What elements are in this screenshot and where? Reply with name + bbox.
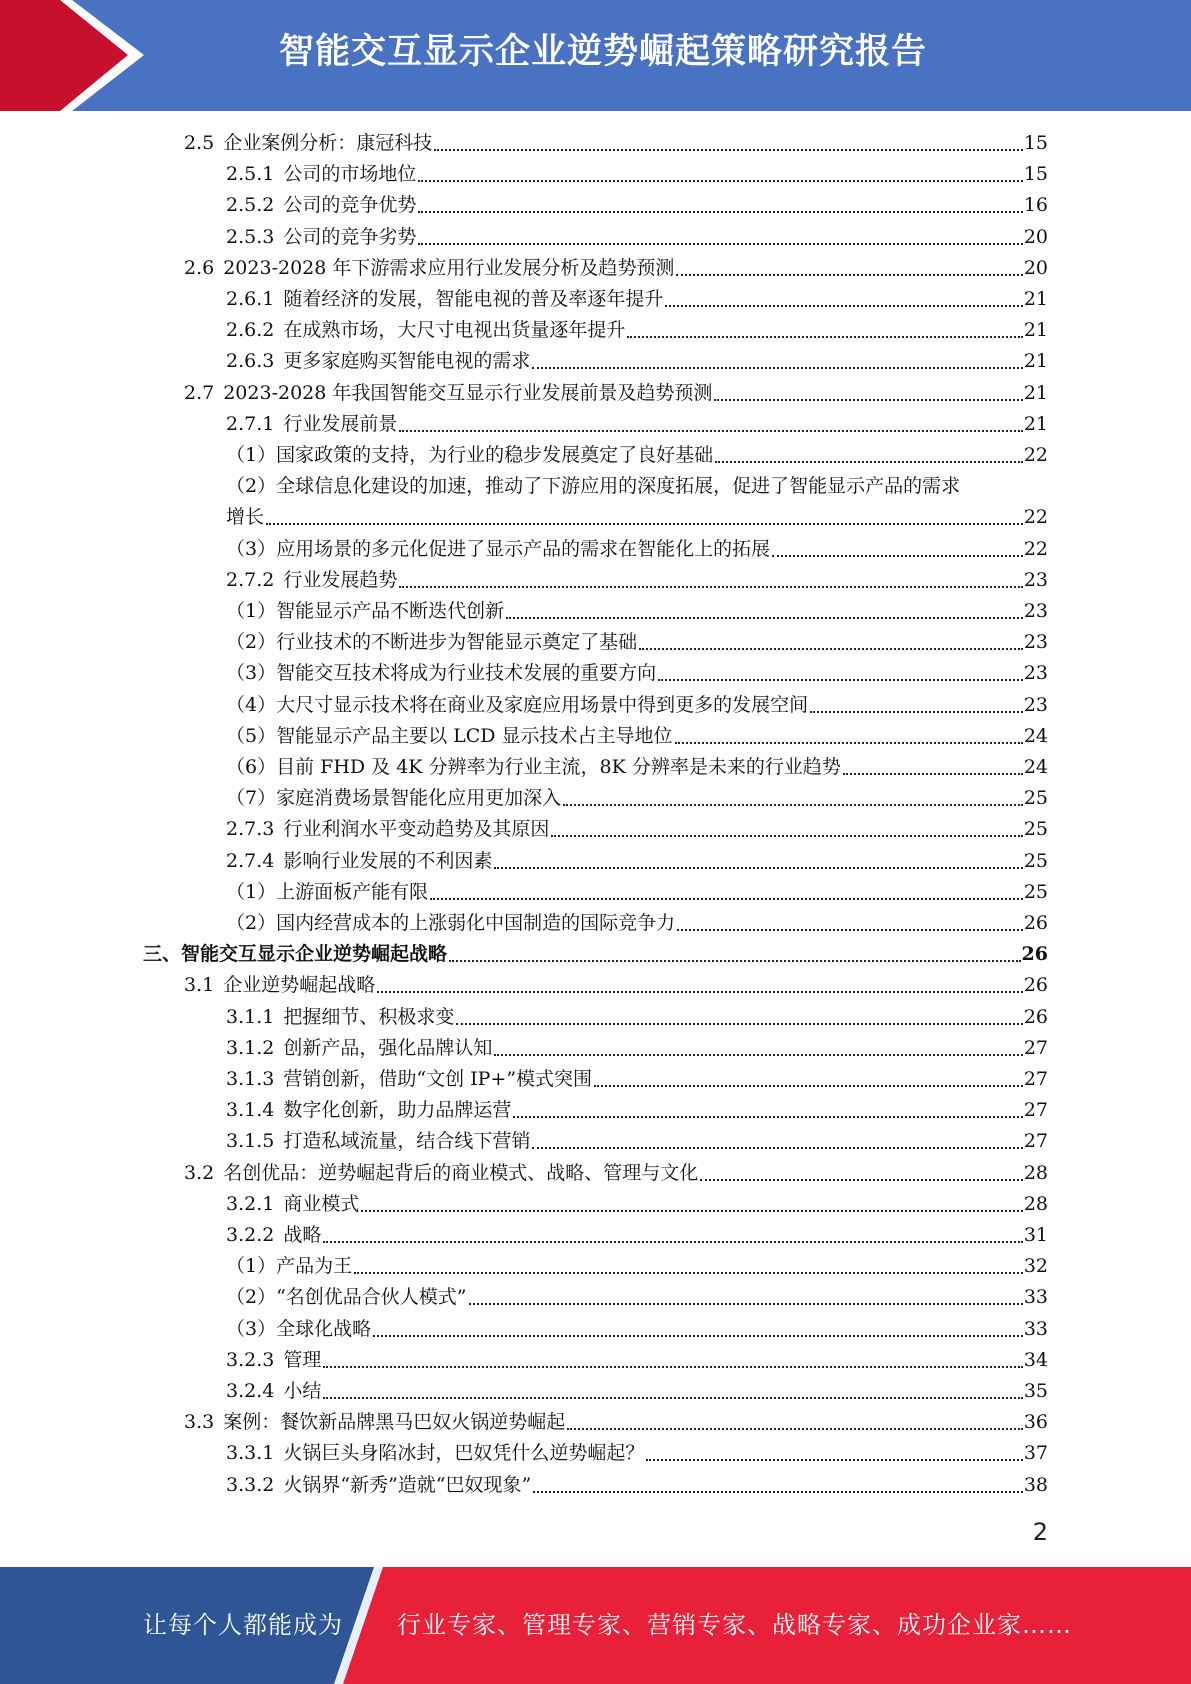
toc-entry-number: （3）	[226, 537, 277, 560]
toc-dot-leader	[714, 399, 1022, 401]
toc-entry-number: 3.1.2	[226, 1036, 275, 1059]
toc-dot-leader	[377, 991, 1023, 993]
toc-entry-title: 火锅巨头身陷冰封，巴奴凭什么逆势崛起？	[283, 1442, 645, 1465]
toc-entry-page: 36	[1023, 1411, 1048, 1434]
toc-entry-number: （1）	[226, 1255, 277, 1278]
toc-dot-leader	[418, 180, 1022, 182]
toc-dot-leader	[563, 804, 1023, 806]
toc-entry[interactable]	[226, 1033, 1048, 1064]
toc-dot-leader	[399, 586, 1022, 588]
toc-entry-title: 在成熟市场，大尺寸电视出货量逐年提升	[283, 319, 626, 342]
toc-dot-leader	[494, 1054, 1022, 1056]
toc-entry-title: 智能显示产品主要以 LCD 显示技术占主导地位	[276, 724, 673, 747]
toc-dot-leader	[430, 898, 1023, 900]
toc-dot-leader	[361, 1210, 1022, 1212]
toc-dot-leader	[677, 929, 1023, 931]
toc-dot-leader	[494, 867, 1022, 869]
toc-entry-page: 26	[1023, 912, 1048, 934]
toc-entry-page: 26	[1023, 1005, 1048, 1028]
toc-entry-title: 2023-2028 年我国智能交互显示行业发展前景及趋势预测	[223, 381, 713, 404]
toc-dot-leader	[506, 617, 1023, 619]
toc-entry-title: 上游面板产能有限	[276, 880, 429, 903]
toc-dot-leader	[533, 1491, 1023, 1493]
toc-entry-page: 38	[1023, 1473, 1048, 1496]
toc-entry[interactable]	[226, 721, 1048, 752]
toc-dot-leader	[658, 679, 1023, 681]
toc-entry-number: 2.5	[184, 132, 215, 154]
toc-dot-leader	[532, 1147, 1022, 1149]
toc-entry-title: 打造私域流量，结合线下营销	[283, 1130, 531, 1153]
document-title: 智能交互显示企业逆势崛起策略研究报告	[278, 32, 927, 72]
toc-entry-number: 3.1.5	[226, 1130, 275, 1153]
toc-entry-number: （1）	[226, 880, 277, 903]
toc-entry-number: 3.1.3	[226, 1068, 275, 1090]
toc-entry-title: 智能显示产品不断迭代创新	[276, 600, 505, 622]
toc-entry-title: 行业技术的不断进步为智能显示奠定了基础	[276, 631, 638, 654]
toc-entry[interactable]	[226, 1095, 1048, 1126]
toc-entry[interactable]	[226, 346, 1048, 377]
toc-entry[interactable]	[226, 690, 1048, 721]
toc-entry-page: 28	[1023, 1192, 1048, 1215]
toc-entry[interactable]	[226, 159, 1048, 190]
toc-dot-leader	[323, 1397, 1022, 1399]
toc-entry-page: 27	[1023, 1036, 1048, 1059]
toc-entry[interactable]	[226, 627, 1048, 658]
toc-dot-leader	[551, 835, 1022, 837]
toc-entry-title: 公司的竞争劣势	[283, 225, 417, 248]
toc-entry[interactable]	[226, 908, 1048, 939]
toc-entry-page: 15	[1023, 132, 1048, 154]
toc-dot-leader	[639, 648, 1023, 650]
toc-entry-number: 2.6	[184, 256, 215, 279]
toc-entry-number: （3）	[226, 662, 277, 685]
toc-entry-page: 24	[1023, 724, 1048, 747]
toc-entry-title: 案例：餐饮新品牌黑马巴奴火锅逆势崛起	[223, 1411, 566, 1434]
toc-entry-number: 3.1.4	[226, 1099, 275, 1122]
toc-dot-leader	[532, 367, 1022, 369]
toc-entry-title: 小结	[283, 1380, 322, 1402]
toc-entry-number: 2.7	[184, 381, 215, 404]
toc-entry-page: 25	[1023, 880, 1048, 903]
toc-dot-leader	[676, 274, 1022, 276]
toc-entry-page: 33	[1023, 1317, 1048, 1340]
toc-entry-title: 公司的市场地位	[283, 163, 417, 186]
toc-entry[interactable]	[226, 222, 1048, 253]
toc-entry-title: 企业案例分析：康冠科技	[223, 132, 433, 154]
toc-entry-page: 33	[1023, 1286, 1048, 1309]
toc-entry-number: 2.7.4	[226, 849, 275, 872]
toc-entry[interactable]	[184, 1407, 1048, 1438]
toc-entry-title: 行业发展前景	[283, 412, 398, 435]
toc-entry-page: 26	[1021, 943, 1048, 966]
toc-entry-page: 24	[1023, 756, 1048, 778]
toc-entry-page: 22	[1023, 537, 1048, 560]
toc-entry-title: 营销创新，借助“文创 IP+”模式突围	[283, 1068, 593, 1090]
toc-entry[interactable]	[184, 128, 1048, 159]
toc-entry-number: 2.6.3	[226, 350, 275, 373]
toc-dot-leader	[323, 1241, 1022, 1243]
toc-entry[interactable]	[226, 190, 1048, 221]
toc-entry[interactable]	[226, 315, 1048, 346]
toc-entry-title: 创新产品，强化品牌认知	[283, 1036, 493, 1059]
toc-entry-title: 智能交互显示企业逆势崛起战略	[181, 943, 448, 966]
toc-entry-number: 2.6.1	[226, 288, 275, 310]
toc-entry-title: “名创优品合伙人模式”	[276, 1286, 467, 1309]
toc-entry[interactable]	[184, 1158, 1048, 1189]
toc-entry-page: 21	[1023, 350, 1048, 373]
toc-entry[interactable]	[226, 1002, 1048, 1033]
toc-entry[interactable]	[184, 970, 1048, 1001]
toc-dot-leader	[399, 430, 1022, 432]
toc-entry-number: 3.2.4	[226, 1380, 275, 1402]
toc-dot-leader	[418, 243, 1022, 245]
toc-entry-page: 34	[1023, 1348, 1048, 1371]
toc-entry-page: 21	[1023, 319, 1048, 342]
toc-dot-leader	[418, 211, 1022, 213]
toc-dot-leader	[266, 523, 1023, 525]
toc-entry-number: 2.5.1	[226, 163, 275, 186]
toc-entry-page: 25	[1023, 818, 1048, 841]
toc-entry[interactable]	[226, 1314, 1048, 1345]
toc-entry-page: 26	[1023, 974, 1048, 997]
toc-entry-number: （2）	[226, 631, 277, 654]
toc-entry-number: 3.2	[184, 1161, 215, 1184]
toc-dot-leader	[715, 461, 1023, 463]
toc-entry-title: 增长	[226, 506, 265, 529]
toc-entry[interactable]	[226, 534, 1048, 565]
toc-dot-leader	[772, 555, 1023, 557]
toc-entry-number: 3.2.1	[226, 1192, 275, 1215]
toc-entry-title: 商业模式	[283, 1192, 360, 1215]
toc-entry-number: 2.7.3	[226, 818, 275, 841]
toc-entry[interactable]	[226, 409, 1048, 440]
toc-entry[interactable]	[143, 939, 1048, 970]
toc-dot-leader	[594, 1085, 1023, 1087]
toc-entry[interactable]	[226, 1345, 1048, 1376]
toc-dot-leader	[627, 336, 1022, 338]
toc-entry-page: 25	[1023, 849, 1048, 872]
toc-dot-leader	[449, 960, 1021, 962]
header-banner	[0, 0, 1191, 111]
toc-entry-title: 名创优品：逆势崛起背后的商业模式、战略、管理与文化	[223, 1161, 699, 1184]
toc-entry[interactable]	[226, 565, 1048, 596]
toc-entry-title: 随着经济的发展，智能电视的普及率逐年提升	[283, 288, 664, 310]
toc-dot-leader	[675, 742, 1023, 744]
toc-entry[interactable]	[226, 502, 1048, 533]
toc-entry-page: 23	[1023, 693, 1048, 716]
toc-entry-number: （1）	[226, 444, 277, 466]
toc-entry-page: 35	[1023, 1380, 1048, 1402]
toc-dot-leader	[469, 1303, 1023, 1305]
toc-entry[interactable]	[226, 1470, 1048, 1501]
toc-entry[interactable]	[226, 440, 1048, 471]
toc-dot-leader	[323, 1366, 1022, 1368]
toc-entry-title: 2023-2028 年下游需求应用行业发展分析及趋势预测	[223, 256, 675, 279]
footer-banner	[0, 1567, 1191, 1684]
toc-entry[interactable]	[226, 596, 1048, 627]
toc-entry-title: 管理	[283, 1348, 322, 1371]
toc-dot-leader	[843, 773, 1023, 775]
toc-entry-number: 2.7.2	[226, 568, 275, 591]
toc-entry-title: 企业逆势崛起战略	[223, 974, 376, 997]
toc-entry-page: 23	[1023, 631, 1048, 654]
toc-entry-title: 行业发展趋势	[283, 568, 398, 591]
toc-dot-leader	[354, 1272, 1023, 1274]
toc-dot-leader	[646, 1459, 1022, 1461]
toc-entry-number: 3.2.3	[226, 1348, 275, 1371]
toc-entry-title: 行业利润水平变动趋势及其原因	[283, 818, 550, 841]
toc-entry-number: 2.7.1	[226, 412, 275, 435]
toc-entry-number: 2.5.3	[226, 225, 275, 248]
footer-slogan-right: 行业专家、管理专家、营销专家、战略专家、成功企业家……	[397, 1611, 1072, 1639]
toc-entry-page: 37	[1023, 1442, 1048, 1465]
toc-entry-title: 战略	[283, 1224, 322, 1246]
toc-entry[interactable]	[226, 1220, 1048, 1251]
toc-dot-leader	[434, 149, 1023, 151]
toc-entry-page: 23	[1023, 600, 1048, 622]
toc-entry[interactable]	[226, 1282, 1048, 1313]
toc-entry-title: 目前 FHD 及 4K 分辨率为行业主流，8K 分辨率是未来的行业趋势	[276, 756, 841, 778]
toc-entry-page: 16	[1023, 194, 1048, 217]
toc-entry[interactable]	[226, 658, 1048, 689]
toc-dot-leader	[700, 1179, 1023, 1181]
toc-dot-leader	[665, 305, 1022, 307]
toc-entry-number: （4）	[226, 693, 277, 716]
toc-entry-number: 3.1.1	[226, 1005, 275, 1028]
toc-entry-page: 23	[1023, 568, 1048, 591]
toc-entry[interactable]	[226, 752, 1048, 783]
toc-entry-page: 21	[1023, 412, 1048, 435]
toc-entry-title: 全球信息化建设的加速，推动了下游应用的深度拓展，促进了智能显示产品的需求	[276, 475, 961, 498]
toc-entry-page: 31	[1023, 1224, 1048, 1246]
toc-entry-page: 32	[1023, 1255, 1048, 1278]
toc-entry-page: 27	[1023, 1130, 1048, 1153]
toc-entry-number: （5）	[226, 724, 277, 747]
toc-entry-page: 15	[1023, 163, 1048, 186]
toc-entry[interactable]	[226, 846, 1048, 877]
toc-entry[interactable]	[226, 1251, 1048, 1282]
toc-entry-page: 22	[1023, 506, 1048, 529]
toc-entry[interactable]	[226, 783, 1048, 814]
toc-entry-number: 3.3	[184, 1411, 215, 1434]
toc-entry-title: 国内经营成本的上涨弱化中国制造的国际竞争力	[276, 912, 676, 934]
toc-entry-page: 25	[1023, 787, 1048, 810]
toc-entry-page: 20	[1023, 256, 1048, 279]
toc-entry-title: 数字化创新，助力品牌运营	[283, 1099, 512, 1122]
toc-entry-title: 智能交互技术将成为行业技术发展的重要方向	[276, 662, 657, 685]
toc-entry[interactable]	[226, 814, 1048, 845]
toc-entry-number: 三、	[143, 943, 182, 966]
toc-dot-leader	[567, 1428, 1023, 1430]
toc-entry-page: 20	[1023, 225, 1048, 248]
toc-entry-page: 28	[1023, 1161, 1048, 1184]
toc-entry-number: （2）	[226, 912, 277, 934]
toc-entry-title: 火锅界“新秀”造就“巴奴现象”	[283, 1473, 532, 1496]
toc-entry[interactable]	[226, 1438, 1048, 1469]
toc-entry-page: 27	[1023, 1099, 1048, 1122]
toc-entry[interactable]	[226, 471, 960, 502]
toc-entry-page: 27	[1023, 1068, 1048, 1090]
toc-entry-number: （6）	[226, 756, 277, 778]
toc-entry[interactable]	[226, 1126, 1048, 1157]
toc-entry-title: 公司的竞争优势	[283, 194, 417, 217]
page-number: 2	[1032, 1518, 1048, 1546]
toc-entry-page: 21	[1023, 288, 1048, 310]
toc-entry-title: 应用场景的多元化促进了显示产品的需求在智能化上的拓展	[276, 537, 771, 560]
toc-entry-title: 家庭消费场景智能化应用更加深入	[276, 787, 562, 810]
toc-entry[interactable]	[226, 877, 1048, 908]
toc-entry-number: （2）	[226, 1286, 277, 1309]
toc-entry[interactable]	[226, 1189, 1048, 1220]
toc-entry-title: 更多家庭购买智能电视的需求	[283, 350, 531, 373]
toc-entry[interactable]	[184, 253, 1048, 284]
toc-dot-leader	[373, 1335, 1023, 1337]
toc-entry-number: 3.3.2	[226, 1473, 275, 1496]
toc-entry-title: 影响行业发展的不利因素	[283, 849, 493, 872]
toc-entry-title: 产品为王	[276, 1255, 353, 1278]
toc-entry-title: 把握细节、积极求变	[283, 1005, 455, 1028]
toc-entry-number: 2.5.2	[226, 194, 275, 217]
toc-entry-number: 2.6.2	[226, 319, 275, 342]
toc-entry-number: 3.1	[184, 974, 215, 997]
toc-entry-page: 21	[1023, 381, 1048, 404]
toc-entry-number: （2）	[226, 475, 277, 498]
toc-entry[interactable]	[226, 284, 1048, 315]
toc-entry-page: 23	[1023, 662, 1048, 685]
toc-dot-leader	[810, 711, 1023, 713]
toc-entry[interactable]	[226, 1064, 1048, 1095]
toc-dot-leader	[456, 1023, 1022, 1025]
toc-dot-leader	[513, 1116, 1022, 1118]
toc-entry-number: （7）	[226, 787, 277, 810]
toc-entry-title: 全球化战略	[276, 1317, 372, 1340]
toc-entry-number: （1）	[226, 600, 277, 622]
toc-entry-title: 国家政策的支持，为行业的稳步发展奠定了良好基础	[276, 444, 714, 466]
toc-entry-number: （3）	[226, 1317, 277, 1340]
toc-entry-title: 大尺寸显示技术将在商业及家庭应用场景中得到更多的发展空间	[276, 693, 809, 716]
toc-entry[interactable]	[184, 378, 1048, 409]
toc-entry-page: 22	[1023, 444, 1048, 466]
toc-entry-number: 3.2.2	[226, 1224, 275, 1246]
toc-entry-number: 3.3.1	[226, 1442, 275, 1465]
footer-slogan-left: 让每个人都能成为	[143, 1611, 343, 1639]
toc-entry[interactable]	[226, 1376, 1048, 1407]
